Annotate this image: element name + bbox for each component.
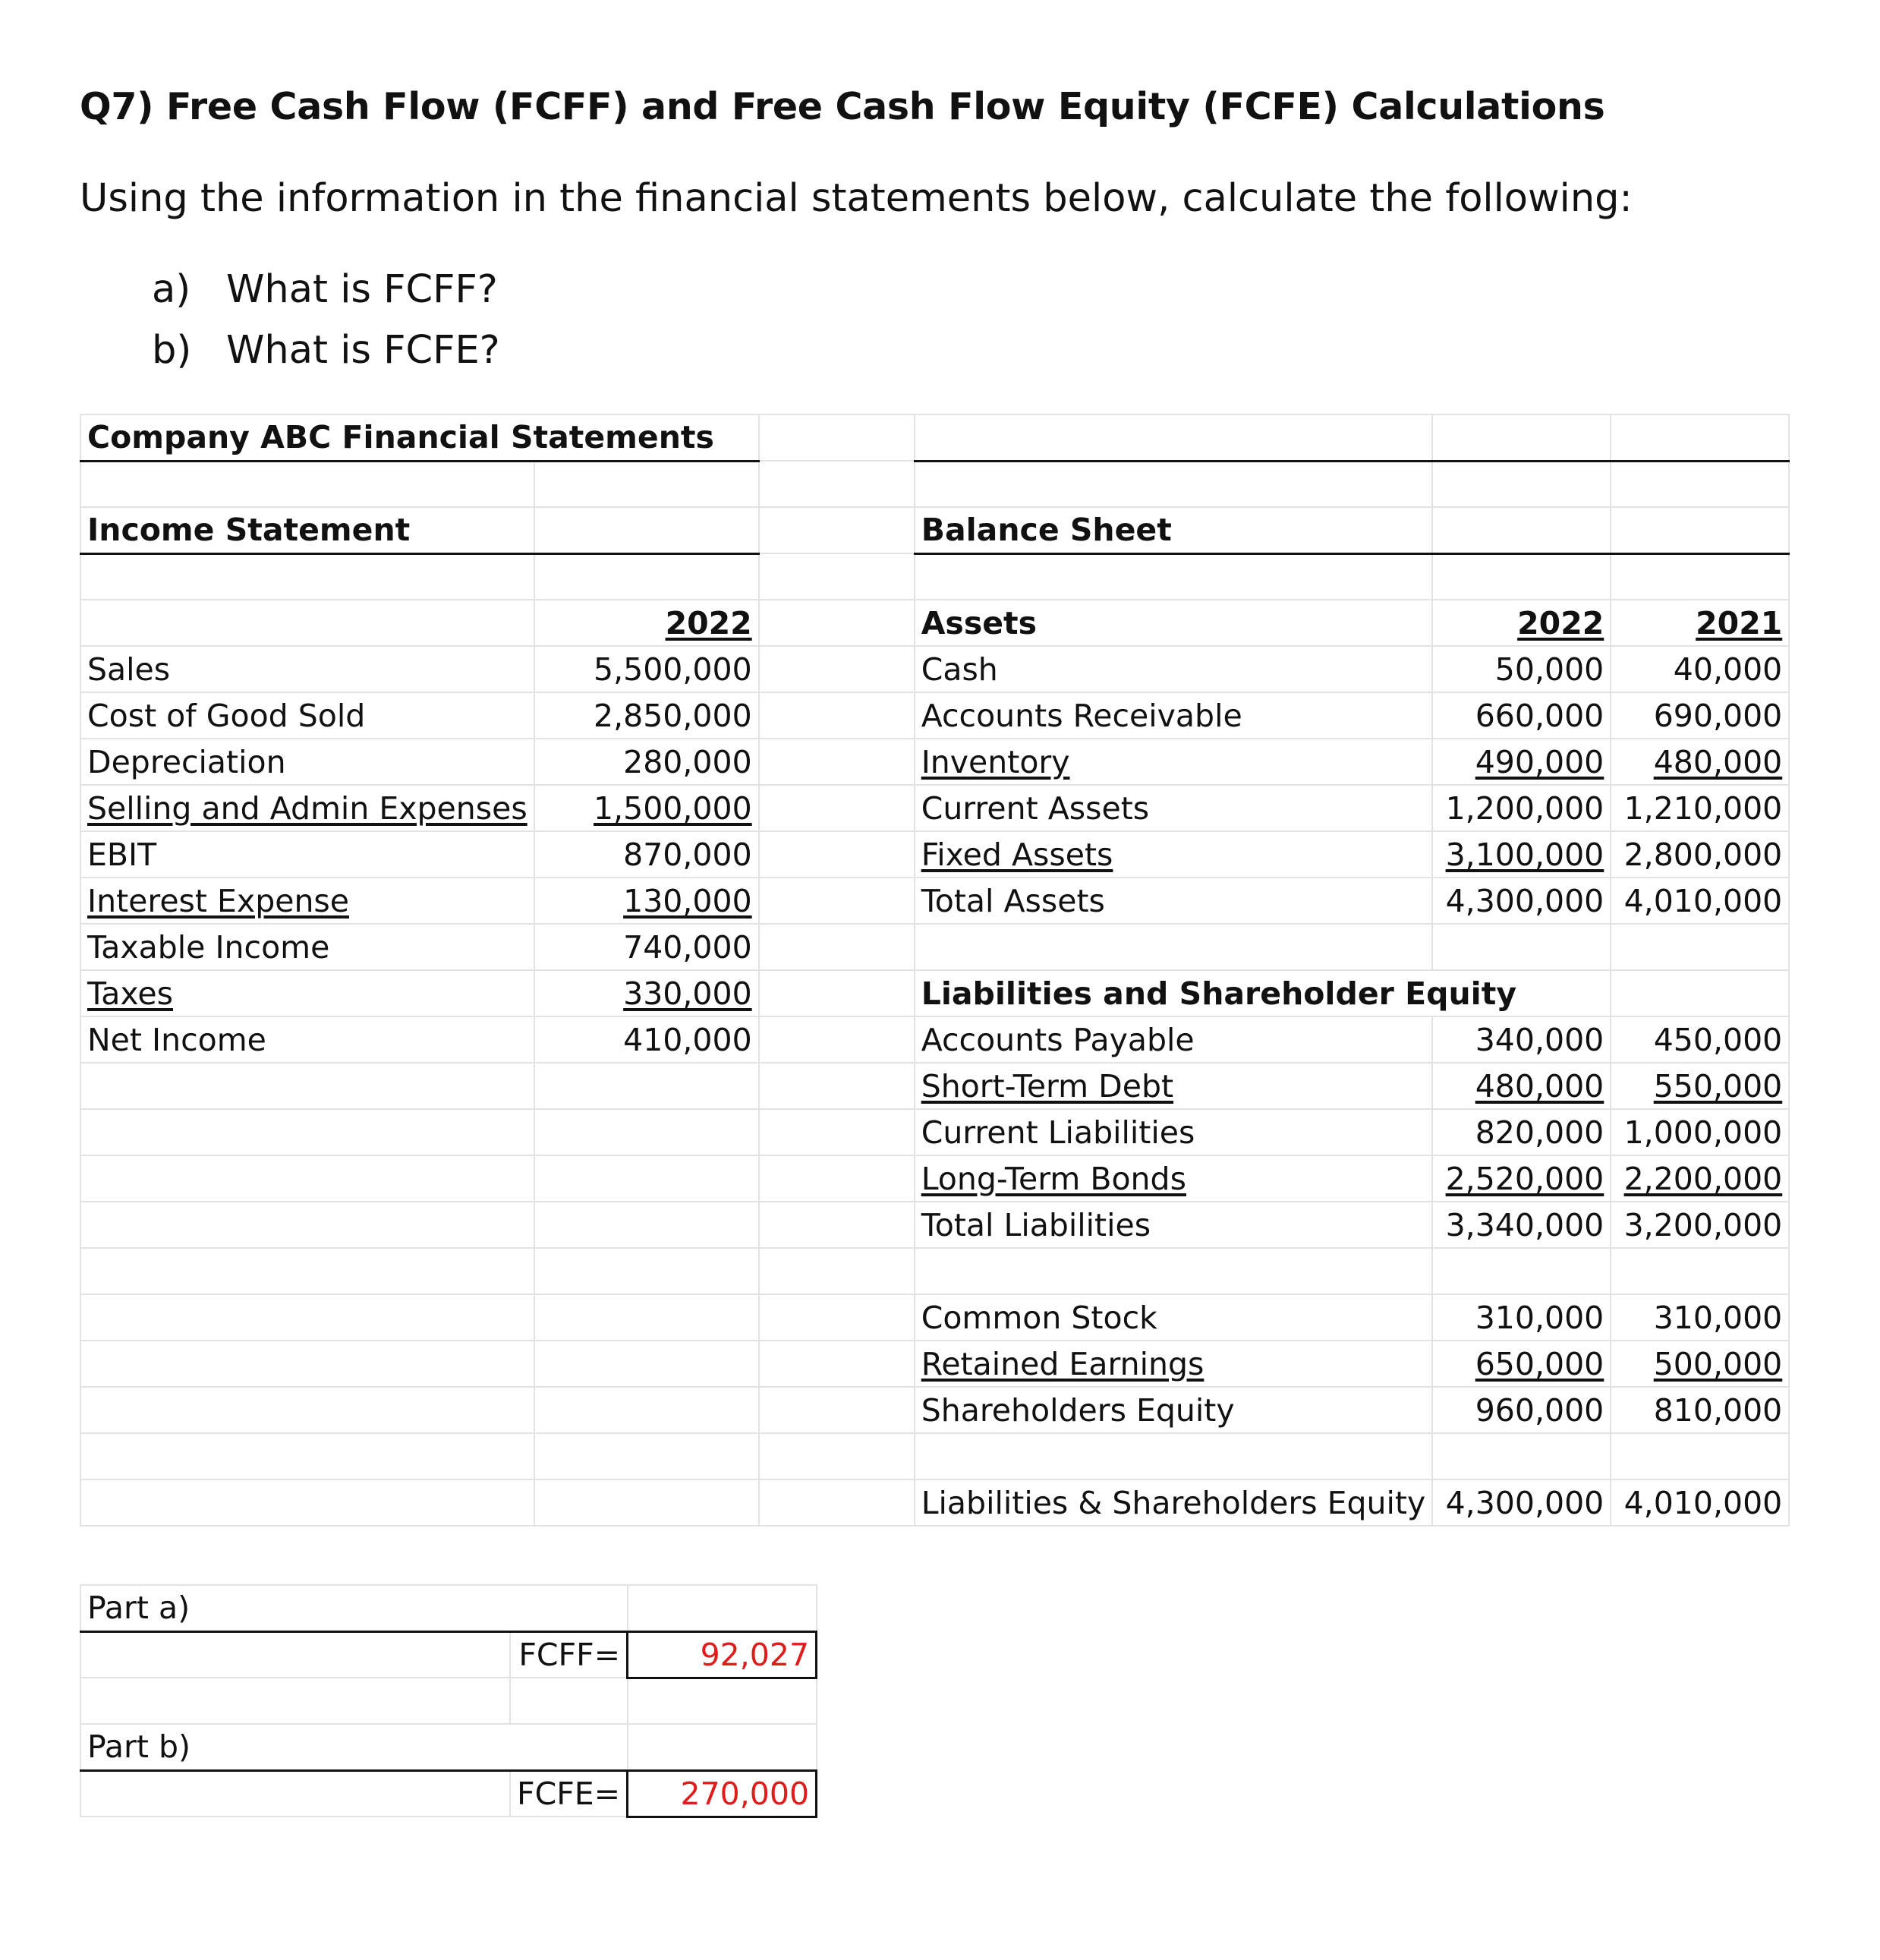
table-row [80, 1248, 1789, 1294]
income-year-header: 2022 [534, 600, 759, 646]
asset-value-2022: 50,000 [1432, 646, 1611, 692]
cell[interactable] [534, 1202, 759, 1248]
table-row [80, 1678, 817, 1724]
table-row [80, 1155, 1789, 1202]
table-row [80, 1387, 1789, 1433]
fcfe-answer-cell[interactable]: 270,000 [628, 1770, 817, 1817]
income-value: 410,000 [534, 1016, 759, 1063]
balance-sheet-heading: Balance Sheet [915, 507, 1433, 553]
liability-value-2022: 340,000 [1432, 1016, 1611, 1063]
asset-value-2021: 480,000 [1611, 739, 1789, 785]
cell[interactable] [759, 1248, 915, 1294]
cell[interactable] [1432, 553, 1611, 600]
cell[interactable] [80, 553, 534, 600]
cell[interactable] [534, 553, 759, 600]
asset-label: Total Assets [915, 878, 1433, 924]
equity-label: Common Stock [915, 1294, 1433, 1341]
page-title: Q7) Free Cash Flow (FCFF) and Free Cash Flow Equity (FCFE) Calculations [80, 85, 1605, 128]
cell[interactable] [759, 924, 915, 970]
table-row [80, 1063, 1789, 1109]
table-row [80, 970, 1789, 1016]
cell[interactable] [759, 461, 915, 507]
cell[interactable] [80, 1202, 534, 1248]
table-row [80, 1109, 1789, 1155]
cell[interactable] [1432, 1433, 1611, 1479]
cell[interactable] [80, 461, 534, 507]
income-label: Cost of Good Sold [80, 692, 534, 739]
asset-value-2021: 2,800,000 [1611, 831, 1789, 878]
cell[interactable] [80, 1109, 534, 1155]
equity-label: Shareholders Equity [915, 1387, 1433, 1433]
cell[interactable] [759, 1016, 915, 1063]
answers-table [80, 1584, 817, 1818]
equity-value-2022: 310,000 [1432, 1294, 1611, 1341]
table-row [80, 414, 1789, 461]
cell[interactable] [759, 692, 915, 739]
cell[interactable] [759, 1341, 915, 1387]
cell[interactable] [80, 1678, 510, 1724]
income-statement-heading: Income Statement [80, 507, 534, 553]
liability-label: Current Liabilities [915, 1109, 1433, 1155]
table-row [80, 785, 1789, 831]
table-row [80, 1016, 1789, 1063]
asset-label: Accounts Receivable [915, 692, 1433, 739]
cell[interactable] [1432, 414, 1611, 461]
liability-value-2022: 480,000 [1432, 1063, 1611, 1109]
asset-value-2022: 1,200,000 [1432, 785, 1611, 831]
liability-label: Total Liabilities [915, 1202, 1433, 1248]
cell[interactable] [759, 970, 915, 1016]
table-row [80, 646, 1789, 692]
total-label: Liabilities & Shareholders Equity [915, 1479, 1433, 1526]
cell[interactable] [915, 924, 1433, 970]
equity-value-2021: 810,000 [1611, 1387, 1789, 1433]
cell[interactable] [80, 1631, 510, 1678]
income-value: 280,000 [534, 739, 759, 785]
cell[interactable] [759, 1387, 915, 1433]
cell[interactable] [628, 1585, 817, 1631]
table-row [80, 692, 1789, 739]
income-label: Taxable Income [80, 924, 534, 970]
liability-value-2021: 450,000 [1611, 1016, 1789, 1063]
table-row [80, 507, 1789, 553]
cell[interactable] [510, 1678, 628, 1724]
liability-label: Accounts Payable [915, 1016, 1433, 1063]
table-row [80, 600, 1789, 646]
asset-value-2022: 660,000 [1432, 692, 1611, 739]
income-value: 870,000 [534, 831, 759, 878]
table-row [80, 878, 1789, 924]
table-row [80, 1479, 1789, 1526]
table-row [80, 1585, 817, 1631]
cell[interactable] [759, 785, 915, 831]
liability-value-2021: 3,200,000 [1611, 1202, 1789, 1248]
income-value: 740,000 [534, 924, 759, 970]
question-a-label: a) [152, 267, 191, 312]
cell[interactable] [759, 831, 915, 878]
equity-label: Retained Earnings [915, 1341, 1433, 1387]
cell[interactable] [1432, 1248, 1611, 1294]
equity-value-2021: 310,000 [1611, 1294, 1789, 1341]
cell[interactable] [80, 1341, 534, 1387]
cell[interactable] [1611, 507, 1789, 553]
cell[interactable] [759, 1479, 915, 1526]
liability-value-2022: 820,000 [1432, 1109, 1611, 1155]
income-label: Interest Expense [80, 878, 534, 924]
cell[interactable] [759, 1294, 915, 1341]
total-value-2022: 4,300,000 [1432, 1479, 1611, 1526]
table-row [80, 1341, 1789, 1387]
income-label: EBIT [80, 831, 534, 878]
cell[interactable] [534, 1109, 759, 1155]
cell[interactable] [759, 1202, 915, 1248]
cell[interactable] [915, 461, 1433, 507]
cell[interactable] [759, 878, 915, 924]
instructions: Using the information in the financial statements below, calculate the following: [80, 176, 1633, 221]
asset-label: Current Assets [915, 785, 1433, 831]
table-row [80, 1433, 1789, 1479]
cell[interactable] [80, 1770, 510, 1817]
equity-value-2022: 650,000 [1432, 1341, 1611, 1387]
liability-value-2021: 2,200,000 [1611, 1155, 1789, 1202]
cell[interactable] [1432, 924, 1611, 970]
equity-value-2022: 960,000 [1432, 1387, 1611, 1433]
asset-value-2021: 40,000 [1611, 646, 1789, 692]
liabilities-heading: Liabilities and Shareholder Equity [915, 970, 1611, 1016]
cell[interactable] [628, 1724, 817, 1770]
table-row [80, 831, 1789, 878]
part-b-label: Part b) [80, 1724, 628, 1770]
liability-label: Long-Term Bonds [915, 1155, 1433, 1202]
cell[interactable] [534, 507, 759, 553]
total-value-2021: 4,010,000 [1611, 1479, 1789, 1526]
cell[interactable] [1611, 1248, 1789, 1294]
cell[interactable] [80, 1155, 534, 1202]
part-a-label: Part a) [80, 1585, 628, 1631]
question-a-text: What is FCFF? [226, 267, 498, 312]
cell[interactable] [1432, 461, 1611, 507]
cell[interactable] [534, 461, 759, 507]
table-row [80, 1202, 1789, 1248]
question-b-label: b) [152, 328, 192, 373]
liability-value-2022: 2,520,000 [1432, 1155, 1611, 1202]
cell[interactable] [915, 1433, 1433, 1479]
cell[interactable] [759, 1109, 915, 1155]
cell[interactable] [80, 1433, 534, 1479]
cell[interactable] [534, 1248, 759, 1294]
fcff-answer-cell[interactable]: 92,027 [628, 1631, 817, 1678]
cell[interactable] [759, 1063, 915, 1109]
income-value: 2,850,000 [534, 692, 759, 739]
cell[interactable] [759, 1155, 915, 1202]
income-label: Selling and Admin Expenses [80, 785, 534, 831]
cell[interactable] [915, 1248, 1433, 1294]
cell[interactable] [534, 1063, 759, 1109]
cell[interactable] [1611, 970, 1789, 1016]
cell[interactable] [759, 739, 915, 785]
asset-value-2021: 1,210,000 [1611, 785, 1789, 831]
cell[interactable] [759, 646, 915, 692]
cell[interactable] [80, 1063, 534, 1109]
asset-value-2022: 4,300,000 [1432, 878, 1611, 924]
asset-label: Cash [915, 646, 1433, 692]
income-label: Depreciation [80, 739, 534, 785]
cell[interactable] [1432, 507, 1611, 553]
table-row [80, 1294, 1789, 1341]
liability-label: Short-Term Debt [915, 1063, 1433, 1109]
cell[interactable] [915, 553, 1433, 600]
asset-value-2021: 690,000 [1611, 692, 1789, 739]
question-a [152, 267, 498, 312]
cell[interactable] [759, 1433, 915, 1479]
liability-value-2022: 3,340,000 [1432, 1202, 1611, 1248]
question-b-text: What is FCFE? [226, 328, 500, 373]
question-b [152, 328, 500, 373]
asset-value-2021: 4,010,000 [1611, 878, 1789, 924]
table-row [80, 739, 1789, 785]
table-row [80, 1770, 817, 1817]
assets-heading: Assets [915, 600, 1433, 646]
cell[interactable] [534, 1155, 759, 1202]
table-row [80, 1724, 817, 1770]
liability-value-2021: 550,000 [1611, 1063, 1789, 1109]
table-row [80, 553, 1789, 600]
cell[interactable] [534, 1341, 759, 1387]
table-row [80, 1631, 817, 1678]
income-value: 5,500,000 [534, 646, 759, 692]
cell[interactable] [628, 1678, 817, 1724]
cell[interactable] [915, 414, 1433, 461]
income-label: Net Income [80, 1016, 534, 1063]
cell[interactable] [759, 414, 915, 461]
income-value: 330,000 [534, 970, 759, 1016]
cell[interactable] [534, 1387, 759, 1433]
cell[interactable] [80, 1248, 534, 1294]
table-row [80, 461, 1789, 507]
cell[interactable] [1611, 1433, 1789, 1479]
income-value: 1,500,000 [534, 785, 759, 831]
asset-label: Fixed Assets [915, 831, 1433, 878]
cell[interactable] [759, 600, 915, 646]
cell[interactable] [534, 1294, 759, 1341]
equity-value-2021: 500,000 [1611, 1341, 1789, 1387]
cell[interactable] [80, 1479, 534, 1526]
asset-label: Inventory [915, 739, 1433, 785]
balance-year-2022-header: 2022 [1432, 600, 1611, 646]
table-row [80, 924, 1789, 970]
income-value: 130,000 [534, 878, 759, 924]
cell[interactable] [534, 1433, 759, 1479]
statements-title: Company ABC Financial Statements [80, 414, 759, 461]
income-label: Sales [80, 646, 534, 692]
cell[interactable] [80, 1294, 534, 1341]
balance-year-2021-header: 2021 [1611, 600, 1789, 646]
cell[interactable] [759, 553, 915, 600]
cell[interactable] [1611, 553, 1789, 600]
cell[interactable] [1611, 461, 1789, 507]
income-label: Taxes [80, 970, 534, 1016]
asset-value-2022: 490,000 [1432, 739, 1611, 785]
cell[interactable] [1611, 924, 1789, 970]
fcfe-label: FCFE= [510, 1770, 628, 1817]
asset-value-2022: 3,100,000 [1432, 831, 1611, 878]
financial-statements-table [80, 414, 1790, 1527]
liability-value-2021: 1,000,000 [1611, 1109, 1789, 1155]
cell[interactable] [534, 1479, 759, 1526]
fcff-label: FCFF= [510, 1631, 628, 1678]
cell[interactable] [80, 1387, 534, 1433]
cell[interactable] [80, 600, 534, 646]
cell[interactable] [759, 507, 915, 553]
cell[interactable] [1611, 414, 1789, 461]
